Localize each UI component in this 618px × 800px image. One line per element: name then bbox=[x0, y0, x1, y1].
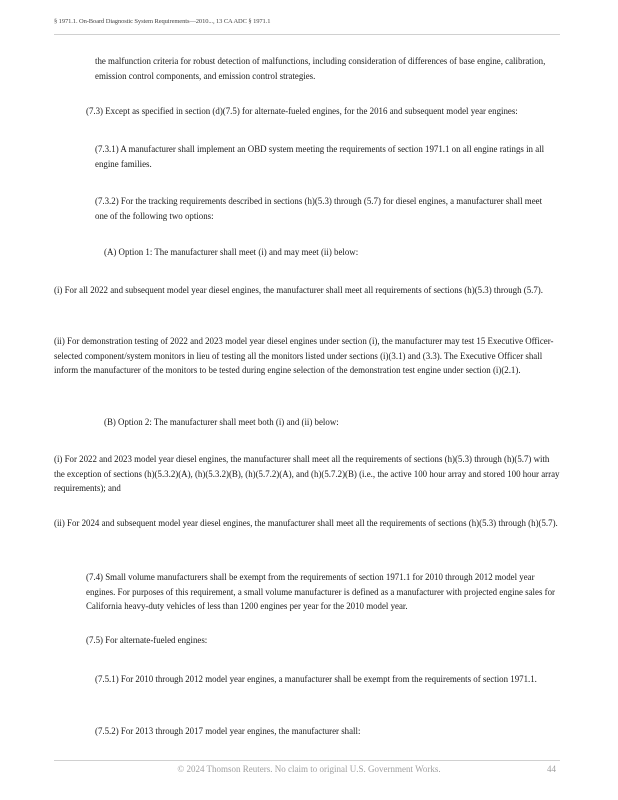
paragraph-option-2-ii: (ii) For 2024 and subsequent model year diesel engines, the manufacturer shall meet all the requirements of sections (h)(5.3) through (h)(5.7). bbox=[54, 518, 558, 528]
paragraph-7-3: (7.3) Except as specified in section (d)(7.5) for alternate-fueled engines, for the 2016 and subsequent model year engines: bbox=[86, 106, 518, 116]
paragraph-option-1-i: (i) For all 2022 and subsequent model year diesel engines, the manufacturer shall meet all requirements of sections (h)(5.3) through (5.7). bbox=[54, 285, 543, 295]
running-header: § 1971.1. On-Board Diagnostic System Requirements—2010..., 13 CA ADC § 1971.1 bbox=[54, 18, 271, 25]
footer-divider bbox=[54, 760, 560, 761]
paragraph-7-4: (7.4) Small volume manufacturers shall be exempt from the requirements of section 1971.1 for 2010 through 2012 model year engines. For purposes of this requirement, a small volume manufacturer is defined as a manufacturer with projected engine sales for California heavy-duty vehicles of less than 1200 engines per year for the 2010 model year. bbox=[86, 572, 555, 612]
paragraph-7-5-2: (7.5.2) For 2013 through 2017 model year engines, the manufacturer shall: bbox=[95, 726, 361, 736]
paragraph-option-1: (A) Option 1: The manufacturer shall meet (i) and may meet (ii) below: bbox=[104, 247, 359, 257]
paragraph-option-2-i: (i) For 2022 and 2023 model year diesel engines, the manufacturer shall meet all the requirements of sections (h)(5.3) through (h)(5.7) with the exception of sections (h)(5.3.2)(A), (h)(5.3.2)(B), (h)(5.7.2)(A), and (h)(5.7.2)(B) (i.e., the active 100 hour array and stored 100 hour array requirements); and bbox=[54, 454, 560, 494]
paragraph-malfunction-criteria: the malfunction criteria for robust detection of malfunctions, including consideration of differences of base engine, calibration, emission control components, and emission control strategies. bbox=[95, 56, 546, 81]
paragraph-7-5: (7.5) For alternate-fueled engines: bbox=[86, 635, 208, 645]
header-divider bbox=[54, 34, 560, 35]
paragraph-7-3-1: (7.3.1) A manufacturer shall implement an OBD system meeting the requirements of section 1971.1 on all engine ratings in all engine families. bbox=[95, 144, 545, 169]
paragraph-option-1-ii: (ii) For demonstration testing of 2022 and 2023 model year diesel engines under section (i), the manufacturer may test 15 Executive Officer-selected component/system monitors in lieu of testing all the monitors listed under sections (i)(3.1) and (3.3). The Executive Officer shall inform the manufacturer of the monitors to be tested during engine selection of the demonstration test engine under section (i)(2.1). bbox=[54, 336, 554, 376]
paragraph-7-5-1: (7.5.1) For 2010 through 2012 model year engines, a manufacturer shall be exempt from the requirements of section 1971.1. bbox=[95, 674, 537, 684]
copyright-notice: © 2024 Thomson Reuters. No claim to original U.S. Government Works. bbox=[177, 764, 441, 774]
paragraph-7-3-2: (7.3.2) For the tracking requirements described in sections (h)(5.3) through (5.7) for diesel engines, a manufacturer shall meet one of the following two options: bbox=[95, 196, 543, 221]
paragraph-option-2: (B) Option 2: The manufacturer shall meet both (i) and (ii) below: bbox=[104, 417, 339, 427]
page-number: 44 bbox=[547, 764, 556, 774]
